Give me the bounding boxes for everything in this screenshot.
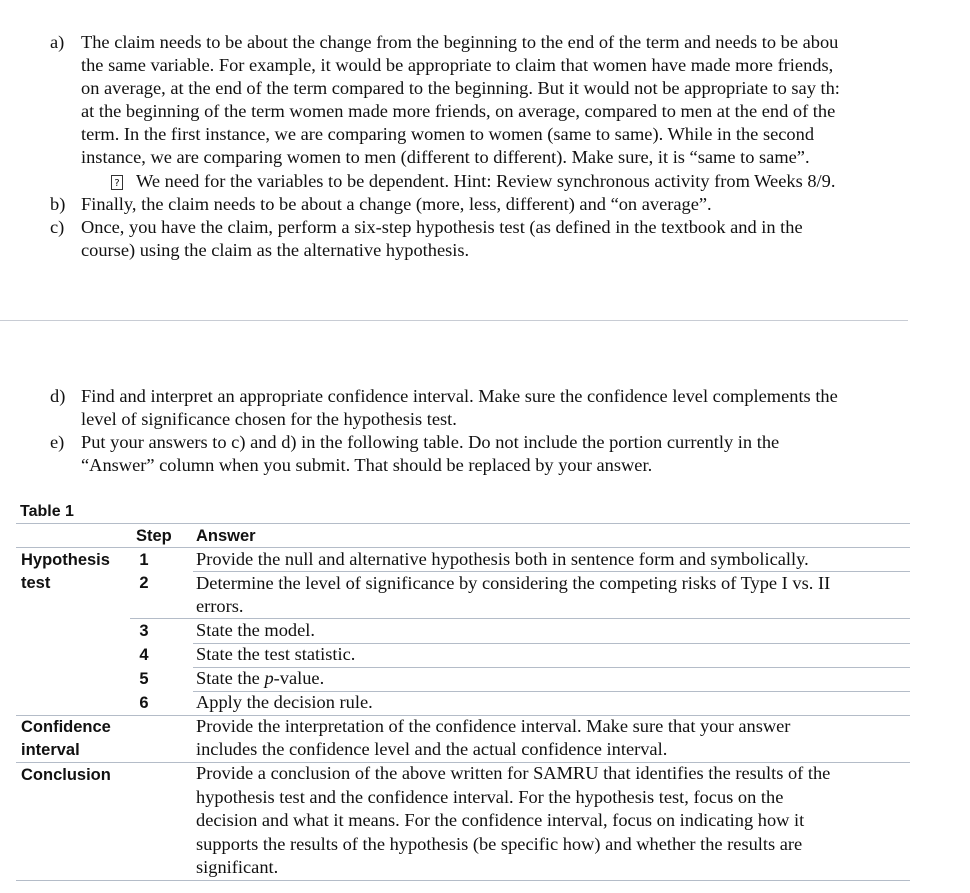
answer-conclusion-line1: Provide a conclusion of the above written for SAMRU that identifies the results of the (196, 763, 831, 783)
section-hypothesis-line1: Hypothesis (21, 551, 110, 569)
list-item-b (0, 193, 970, 217)
step-number: 1 (139, 551, 149, 569)
table-rule (193, 667, 910, 668)
list-label: a) (50, 32, 65, 52)
table-rule (193, 571, 910, 572)
text-line: Put your answers to c) and d) in the following table. Do not include the portion currently in the (81, 432, 780, 452)
table-rule (193, 643, 910, 644)
section-divider (0, 320, 908, 321)
list-item-e (0, 431, 970, 479)
text-line: instance, we are comparing women to men (different to different). Make sure, it is “same to same”. (81, 147, 810, 167)
answer-step-1: Provide the null and alternative hypothesis both in sentence form and symbolically. (196, 549, 809, 569)
table-title: Table 1 (20, 503, 74, 520)
answer-confidence-line2: includes the confidence level and the actual confidence interval. (196, 739, 668, 759)
text-line: course) using the claim as the alternative hypothesis. (81, 240, 470, 260)
text-line: level of significance chosen for the hypothesis test. (81, 409, 457, 429)
table-rule (130, 618, 910, 619)
section-conclusion: Conclusion (21, 766, 111, 784)
answer-conclusion-line2: hypothesis test and the confidence interval. For the hypothesis test, focus on the (196, 786, 784, 807)
text-line: The claim needs to be about the change from the beginning to the end of the term and needs to be abou (81, 32, 839, 52)
dependency-note (111, 170, 835, 193)
text-line: at the beginning of the term women made more friends, on average, compared to men at the end of the (81, 101, 836, 121)
section-confidence-line2: interval (21, 741, 80, 759)
missing-image-icon: ? (111, 175, 123, 190)
answer-conclusion-line5: significant. (196, 857, 279, 877)
answer-conclusion-line3: decision and what it means. For the confidence interval, focus on indicating how it (196, 810, 805, 830)
text-line: term. In the first instance, we are comparing women to women (same to same). While in the second (81, 124, 815, 144)
text-line: Once, you have the claim, perform a six-step hypothesis test (as defined in the textbook and in the (81, 217, 803, 237)
answer-step-5 (196, 667, 324, 691)
text-line: Finally, the claim needs to be about a change (more, less, different) and “on average”. (81, 194, 712, 214)
table-rule (16, 715, 910, 716)
table-rule (193, 691, 910, 692)
list-label: b) (50, 194, 66, 214)
table-rule-top (16, 523, 910, 524)
list-label: d) (50, 386, 66, 406)
list-item-a (0, 31, 970, 171)
answer-step-5-post: -value. (273, 668, 325, 688)
answer-step-2-line2: errors. (196, 596, 244, 616)
step-number: 3 (139, 622, 149, 640)
text-line: the same variable. For example, it would be appropriate to claim that women have made more friends, (81, 55, 834, 75)
list-label: c) (50, 217, 65, 237)
answer-step-6: Apply the decision rule. (196, 692, 373, 712)
dependency-note-text: We need for the variables to be dependent. Hint: Review synchronous activity from Weeks 8/9. (136, 171, 836, 191)
answer-conclusion-line4: supports the results of the hypothesis (be specific how) and whether the results are (196, 833, 803, 854)
step-number: 5 (139, 670, 149, 688)
text-line: Find and interpret an appropriate confidence interval. Make sure the confidence level complements the (81, 386, 838, 406)
answer-confidence-line1: Provide the interpretation of the confidence interval. Make sure that your answer (196, 716, 791, 736)
section-hypothesis-line2: test (21, 574, 51, 592)
text-line: “Answer” column when you submit. That should be replaced by your answer. (81, 455, 653, 475)
list-label: e) (50, 432, 65, 452)
list-item-c (0, 216, 970, 264)
answer-step-4: State the test statistic. (196, 644, 356, 664)
text-line: on average, at the end of the term compared to the beginning. But it would not be appropriate to say th: (81, 78, 840, 98)
step-number: 6 (139, 694, 149, 712)
p-italic: p (264, 668, 274, 688)
header-answer: Answer (196, 527, 256, 545)
step-number: 2 (139, 574, 149, 592)
clipped-previous-line (20, 10, 920, 22)
table-rule (16, 547, 910, 548)
table-rule (16, 762, 910, 763)
section-confidence-line1: Confidence (21, 718, 111, 736)
table-rule-bottom (16, 880, 910, 881)
answer-step-5-pre: State the (196, 668, 265, 688)
answer-step-3: State the model. (196, 620, 316, 640)
answer-step-2-line1: Determine the level of significance by considering the competing risks of Type I vs. II (196, 573, 831, 593)
step-number: 4 (139, 646, 149, 664)
list-item-d (0, 385, 970, 433)
header-step: Step (136, 527, 172, 545)
